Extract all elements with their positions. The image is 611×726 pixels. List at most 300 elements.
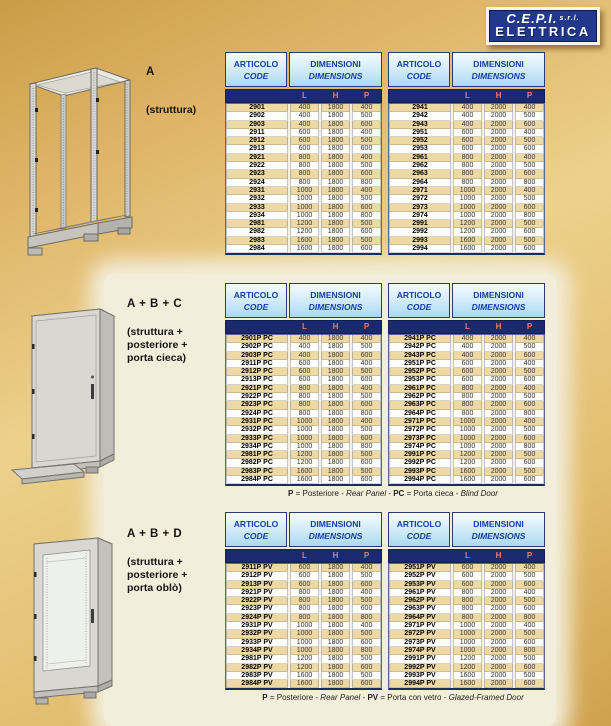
dimension-value-cell: 2000 [484, 121, 513, 129]
dimension-value-cell: 1000 [453, 622, 482, 630]
col-h: H [332, 551, 339, 560]
article-code-cell: 2973P PV [389, 639, 451, 647]
dimension-value-cell: 1000 [453, 630, 482, 638]
header-articolo: ARTICOLO [233, 59, 279, 69]
dimension-value-cell: 1800 [321, 614, 350, 622]
dimension-value-cell: 2000 [484, 228, 513, 236]
dimension-value-cell: 2000 [484, 368, 513, 376]
article-code-cell: 2961 [389, 154, 451, 162]
dimension-value-cell: 800 [290, 589, 319, 597]
dimension-value-cell: 400 [453, 121, 482, 129]
dimension-value-cell: 600 [515, 605, 544, 613]
dimension-value-cell: 500 [352, 112, 381, 120]
dimension-value-cell: 2000 [484, 195, 513, 203]
dimension-value-cell: 1800 [321, 154, 350, 162]
article-code-cell: 2981P PV [226, 655, 288, 663]
dimension-value-cell: 500 [515, 468, 544, 476]
dimension-value-cell: 2000 [484, 393, 513, 401]
dimension-value-cell: 600 [515, 352, 544, 360]
dimension-value-cell: 1800 [321, 335, 350, 343]
header-articolo: ARTICOLO [396, 290, 442, 300]
article-code-cell: 2961P PC [389, 385, 451, 393]
dimension-value-cell: 2000 [484, 204, 513, 212]
lhp-header-bar [225, 89, 382, 103]
article-code-cell: 2972P PC [389, 426, 451, 434]
dimension-value-cell: 800 [453, 385, 482, 393]
header-code: CODE [243, 302, 269, 312]
dimension-value-cell: 2000 [484, 170, 513, 178]
dimension-value-cell: 1800 [321, 195, 350, 203]
dimension-value-cell: 1000 [290, 639, 319, 647]
dimension-value-cell: 800 [453, 614, 482, 622]
section-subtitle [127, 326, 187, 365]
dimension-value-cell: 1800 [321, 589, 350, 597]
dimension-value-cell: 400 [290, 121, 319, 129]
article-code-cell: 2924P PC [226, 410, 288, 418]
label-line: posteriore + [127, 339, 188, 351]
dimension-value-cell: 400 [352, 187, 381, 195]
dimension-value-cell: 2000 [484, 145, 513, 153]
article-code-cell: 2983P PV [226, 672, 288, 680]
dimension-value-cell: 1800 [321, 664, 350, 672]
dimension-value-cell: 500 [515, 112, 544, 120]
dimension-value-cell: 800 [352, 647, 381, 655]
dimension-value-cell: 400 [515, 104, 544, 112]
dimension-value-cell: 800 [352, 614, 381, 622]
article-code-cell: 2911P PV [226, 564, 288, 572]
dimension-value-cell: 1200 [290, 451, 319, 459]
footnote-rear-panel-blind-door [230, 489, 556, 498]
dimension-value-cell: 1200 [453, 664, 482, 672]
article-code-cell: 2971P PC [389, 418, 451, 426]
dimension-value-cell: 800 [453, 179, 482, 187]
dimension-value-cell: 2000 [484, 630, 513, 638]
dimension-value-cell: 800 [290, 401, 319, 409]
article-code-cell: 2933 [226, 204, 288, 212]
dimension-value-cell: 1800 [321, 129, 350, 137]
section-title: A [146, 66, 155, 78]
dimension-value-cell: 800 [453, 589, 482, 597]
header-dimensioni: DIMENSIONI [310, 290, 361, 300]
col-l: L [465, 322, 470, 331]
dimension-value-cell: 600 [515, 228, 544, 236]
dimension-value-cell: 600 [453, 129, 482, 137]
dimensioni-header [289, 512, 382, 547]
dimension-value-cell: 2000 [484, 162, 513, 170]
footnote-segment: Rear Panel [346, 489, 387, 498]
dimension-value-cell: 600 [453, 137, 482, 145]
dimension-value-cell: 600 [290, 564, 319, 572]
dimension-value-cell: 600 [515, 121, 544, 129]
article-code-cell: 2902 [226, 112, 288, 120]
dimension-value-cell: 400 [515, 385, 544, 393]
header-articolo: ARTICOLO [396, 59, 442, 69]
dimension-value-cell: 1800 [321, 647, 350, 655]
col-p: P [526, 91, 533, 100]
article-code-cell: 2993P PV [389, 672, 451, 680]
dimension-value-cell: 600 [453, 581, 482, 589]
dimension-value-cell: 1200 [453, 655, 482, 663]
dimension-value-cell: 600 [290, 137, 319, 145]
dimension-value-cell: 600 [352, 605, 381, 613]
footnote-segment: Glazed-Framed Door [448, 693, 524, 702]
dimension-value-cell: 2000 [484, 129, 513, 137]
dimension-value-cell: 1000 [453, 639, 482, 647]
article-code-cell: 2922P PV [226, 597, 288, 605]
dimension-value-cell: 1800 [321, 145, 350, 153]
dimension-value-cell: 500 [515, 368, 544, 376]
section-abd-label [127, 528, 187, 595]
dimension-value-cell: 500 [515, 195, 544, 203]
label-line: porta oblò) [127, 582, 182, 594]
dimension-value-cell: 2000 [484, 352, 513, 360]
table-body [388, 563, 545, 690]
dimension-value-cell: 500 [515, 237, 544, 245]
dimension-value-cell: 1200 [453, 451, 482, 459]
dimension-value-cell: 400 [453, 112, 482, 120]
dimension-value-cell: 600 [515, 459, 544, 467]
dimension-value-cell: 800 [290, 385, 319, 393]
article-code-cell: 2973P PC [389, 435, 451, 443]
dimension-value-cell: 1800 [321, 459, 350, 467]
dimension-value-cell: 400 [352, 622, 381, 630]
article-code-cell: 2963 [389, 170, 451, 178]
label-line: (struttura + [127, 326, 183, 338]
dimension-value-cell: 400 [515, 564, 544, 572]
dimension-value-cell: 1000 [453, 418, 482, 426]
dimension-value-cell: 1600 [453, 680, 482, 688]
dimension-value-cell: 600 [453, 564, 482, 572]
dimension-value-cell: 1800 [321, 237, 350, 245]
dimension-value-cell: 1000 [290, 204, 319, 212]
article-code-cell: 2951P PV [389, 564, 451, 572]
dimension-value-cell: 800 [290, 154, 319, 162]
header-articolo: ARTICOLO [233, 290, 279, 300]
article-code-cell: 2934 [226, 212, 288, 220]
dimension-value-cell: 1800 [321, 630, 350, 638]
col-l: L [302, 322, 307, 331]
article-code-cell: 2923 [226, 170, 288, 178]
dimension-value-cell: 2000 [484, 335, 513, 343]
dimension-value-cell: 2000 [484, 476, 513, 484]
footnote-segment: Blind Door [460, 489, 498, 498]
article-code-cell: 2974 [389, 212, 451, 220]
footnote-segment: Rear Panel [320, 693, 361, 702]
dimension-value-cell: 400 [290, 335, 319, 343]
dimension-value-cell: 2000 [484, 245, 513, 253]
dimension-value-cell: 800 [453, 597, 482, 605]
glazed-door-cabinet-image [14, 514, 129, 714]
dimension-value-cell: 500 [515, 451, 544, 459]
dimension-value-cell: 2000 [484, 137, 513, 145]
dimension-value-cell: 400 [515, 129, 544, 137]
article-code-cell: 2913P PC [226, 376, 288, 384]
dimension-value-cell: 800 [453, 410, 482, 418]
dimension-value-cell: 2000 [484, 212, 513, 220]
articles-table-a-h1800 [225, 52, 382, 255]
article-code-cell: 2962P PC [389, 393, 451, 401]
article-code-cell: 2991P PC [389, 451, 451, 459]
col-l: L [302, 551, 307, 560]
col-p: P [363, 322, 370, 331]
dimension-value-cell: 400 [290, 112, 319, 120]
section-a-label [146, 66, 196, 117]
header-articolo: ARTICOLO [233, 519, 279, 529]
dimension-value-cell: 600 [515, 639, 544, 647]
dimension-value-cell: 400 [515, 622, 544, 630]
article-code-cell: 2994P PV [389, 680, 451, 688]
article-code-cell: 2982P PV [226, 664, 288, 672]
dimension-value-cell: 2000 [484, 443, 513, 451]
article-code-cell: 2953P PV [389, 581, 451, 589]
dimension-value-cell: 2000 [484, 655, 513, 663]
article-code-cell: 2984P PC [226, 476, 288, 484]
dimension-value-cell: 500 [515, 655, 544, 663]
dimension-value-cell: 2000 [484, 426, 513, 434]
dimension-value-cell: 1000 [453, 647, 482, 655]
articolo-code-header [225, 283, 287, 318]
article-code-cell: 2912 [226, 137, 288, 145]
dimension-value-cell: 400 [453, 104, 482, 112]
dimension-value-cell: 1600 [453, 476, 482, 484]
lhp-header-bar [225, 549, 382, 563]
dimension-value-cell: 600 [515, 245, 544, 253]
dimension-value-cell: 2000 [484, 564, 513, 572]
article-code-cell: 2983 [226, 237, 288, 245]
dimension-value-cell: 2000 [484, 451, 513, 459]
article-code-cell: 2923P PC [226, 401, 288, 409]
dimension-value-cell: 500 [352, 630, 381, 638]
footnote-segment: - [386, 489, 394, 498]
dimension-value-cell: 800 [290, 410, 319, 418]
dimension-value-cell: 600 [453, 145, 482, 153]
dimension-value-cell: 1800 [321, 655, 350, 663]
dimension-value-cell: 1600 [290, 237, 319, 245]
dimension-value-cell: 400 [515, 187, 544, 195]
footnote-segment: PV [367, 693, 379, 702]
dimension-value-cell: 600 [352, 352, 381, 360]
dimension-value-cell: 600 [352, 459, 381, 467]
lhp-header-bar [388, 549, 545, 563]
table-body [225, 563, 382, 690]
article-code-cell: 2921P PC [226, 385, 288, 393]
header-dimensioni: DIMENSIONI [473, 59, 524, 69]
dimension-value-cell: 1800 [321, 605, 350, 613]
dimension-value-cell: 2000 [484, 237, 513, 245]
article-code-cell: 2921P PV [226, 589, 288, 597]
col-h: H [495, 91, 502, 100]
dimension-value-cell: 1200 [290, 228, 319, 236]
dimension-value-cell: 1600 [453, 237, 482, 245]
dimension-value-cell: 400 [290, 104, 319, 112]
col-p: P [363, 91, 370, 100]
dimension-value-cell: 600 [290, 572, 319, 580]
articles-table-abd-h2000 [388, 512, 545, 690]
article-code-cell: 2912P PC [226, 368, 288, 376]
dimension-value-cell: 1800 [321, 204, 350, 212]
dimension-value-cell: 1200 [453, 220, 482, 228]
header-dimensioni: DIMENSIONI [310, 519, 361, 529]
dimension-value-cell: 1800 [321, 162, 350, 170]
section-title: A + B + C [127, 298, 183, 310]
dimension-value-cell: 800 [290, 179, 319, 187]
dimension-value-cell: 400 [515, 418, 544, 426]
article-code-cell: 2941 [389, 104, 451, 112]
dimension-value-cell: 600 [515, 401, 544, 409]
logo-elettrica-text: ELETTRICA [495, 24, 591, 39]
dimensioni-header [452, 52, 545, 87]
dimension-value-cell: 2000 [484, 343, 513, 351]
dimension-value-cell: 2000 [484, 597, 513, 605]
dimension-value-cell: 400 [453, 352, 482, 360]
dimension-value-cell: 2000 [484, 589, 513, 597]
dimension-value-cell: 500 [515, 137, 544, 145]
dimension-value-cell: 400 [290, 352, 319, 360]
dimension-value-cell: 800 [290, 614, 319, 622]
dimension-value-cell: 400 [352, 385, 381, 393]
article-code-cell: 2932P PC [226, 426, 288, 434]
articles-table-abd-h1800 [225, 512, 382, 690]
dimension-value-cell: 1800 [321, 187, 350, 195]
article-code-cell: 2981P PC [226, 451, 288, 459]
dimension-value-cell: 1200 [290, 220, 319, 228]
lhp-header-bar [388, 320, 545, 334]
header-dimensions: DIMENSIONS [308, 531, 363, 541]
dimension-value-cell: 500 [352, 468, 381, 476]
footnote-segment: = Porta cieca - [404, 489, 461, 498]
dimension-value-cell: 800 [515, 179, 544, 187]
dimension-value-cell: 2000 [484, 410, 513, 418]
section-subtitle [146, 104, 196, 117]
dimension-value-cell: 1800 [321, 564, 350, 572]
dimension-value-cell: 400 [352, 104, 381, 112]
dimension-value-cell: 500 [352, 426, 381, 434]
article-code-cell: 2993 [389, 237, 451, 245]
dimension-value-cell: 800 [453, 401, 482, 409]
dimension-value-cell: 500 [515, 630, 544, 638]
dimension-value-cell: 500 [352, 655, 381, 663]
label-line: posteriore + [127, 569, 188, 581]
dimension-value-cell: 400 [352, 335, 381, 343]
dimension-value-cell: 400 [290, 343, 319, 351]
dimension-value-cell: 1200 [290, 664, 319, 672]
article-code-cell: 2953P PC [389, 376, 451, 384]
dimension-value-cell: 500 [515, 393, 544, 401]
article-code-cell: 2961P PV [389, 589, 451, 597]
dimension-value-cell: 500 [352, 393, 381, 401]
table-body [388, 103, 545, 255]
dimensioni-header [452, 512, 545, 547]
header-dimensioni: DIMENSIONI [473, 290, 524, 300]
articolo-code-header [388, 512, 450, 547]
dimension-value-cell: 600 [352, 204, 381, 212]
article-code-cell: 2943P PC [389, 352, 451, 360]
dimension-value-cell: 1800 [321, 680, 350, 688]
cepi-elettrica-logo [486, 7, 600, 45]
door-handle [91, 384, 94, 399]
dimension-value-cell: 1800 [321, 581, 350, 589]
article-code-cell: 2991 [389, 220, 451, 228]
blind-door-cabinet-image [10, 284, 130, 489]
dimension-value-cell: 800 [453, 162, 482, 170]
dimension-value-cell: 500 [352, 237, 381, 245]
dimension-value-cell: 600 [515, 435, 544, 443]
dimension-value-cell: 2000 [484, 385, 513, 393]
dimension-value-cell: 2000 [484, 220, 513, 228]
dimension-value-cell: 800 [290, 162, 319, 170]
article-code-cell: 2992P PV [389, 664, 451, 672]
dimension-value-cell: 600 [352, 245, 381, 253]
dimension-value-cell: 1800 [321, 418, 350, 426]
dimension-value-cell: 400 [352, 564, 381, 572]
dimension-value-cell: 1000 [290, 195, 319, 203]
dimension-value-cell: 1000 [290, 212, 319, 220]
dimension-value-cell: 800 [290, 170, 319, 178]
dimension-value-cell: 2000 [484, 614, 513, 622]
dimension-value-cell: 600 [453, 376, 482, 384]
dimension-value-cell: 1800 [321, 368, 350, 376]
dimension-value-cell: 1000 [453, 443, 482, 451]
dimension-value-cell: 400 [453, 343, 482, 351]
dimension-value-cell: 1000 [290, 630, 319, 638]
dimension-value-cell: 1200 [453, 459, 482, 467]
dimension-value-cell: 500 [352, 368, 381, 376]
dimension-value-cell: 1800 [321, 137, 350, 145]
dimension-value-cell: 2000 [484, 664, 513, 672]
dimension-value-cell: 600 [352, 476, 381, 484]
article-code-cell: 2963P PV [389, 605, 451, 613]
article-code-cell: 2913P PV [226, 581, 288, 589]
dimension-value-cell: 2000 [484, 581, 513, 589]
article-code-cell: 2983P PC [226, 468, 288, 476]
article-code-cell: 2941P PC [389, 335, 451, 343]
dimension-value-cell: 400 [515, 154, 544, 162]
article-code-cell: 2932P PV [226, 630, 288, 638]
article-code-cell: 2994P PC [389, 476, 451, 484]
header-dimensions: DIMENSIONS [308, 302, 363, 312]
dimension-value-cell: 600 [352, 639, 381, 647]
dimension-value-cell: 1200 [290, 655, 319, 663]
header-code: CODE [243, 531, 269, 541]
article-code-cell: 2992 [389, 228, 451, 236]
dimension-value-cell: 1800 [321, 426, 350, 434]
dimension-value-cell: 1800 [321, 385, 350, 393]
dimension-value-cell: 800 [453, 154, 482, 162]
dimension-value-cell: 1800 [321, 393, 350, 401]
dimension-value-cell: 500 [352, 195, 381, 203]
col-h: H [495, 551, 502, 560]
dimension-value-cell: 600 [352, 664, 381, 672]
article-code-cell: 2934P PC [226, 443, 288, 451]
dimension-value-cell: 400 [515, 360, 544, 368]
header-code: CODE [406, 71, 432, 81]
footnote-segment: = Posteriore - [267, 693, 321, 702]
dimension-value-cell: 1800 [321, 476, 350, 484]
dimension-value-cell: 500 [515, 672, 544, 680]
article-code-cell: 2953 [389, 145, 451, 153]
dimension-value-cell: 2000 [484, 154, 513, 162]
dimension-value-cell: 2000 [484, 376, 513, 384]
dimension-value-cell: 600 [352, 228, 381, 236]
article-code-cell: 2972 [389, 195, 451, 203]
dimension-value-cell: 1200 [453, 228, 482, 236]
dimension-value-cell: 400 [352, 418, 381, 426]
article-code-cell: 2931 [226, 187, 288, 195]
article-code-cell: 2913 [226, 145, 288, 153]
dimension-value-cell: 2000 [484, 435, 513, 443]
footnote-segment: = Porta con vetro - [378, 693, 449, 702]
articolo-code-header [225, 52, 287, 87]
